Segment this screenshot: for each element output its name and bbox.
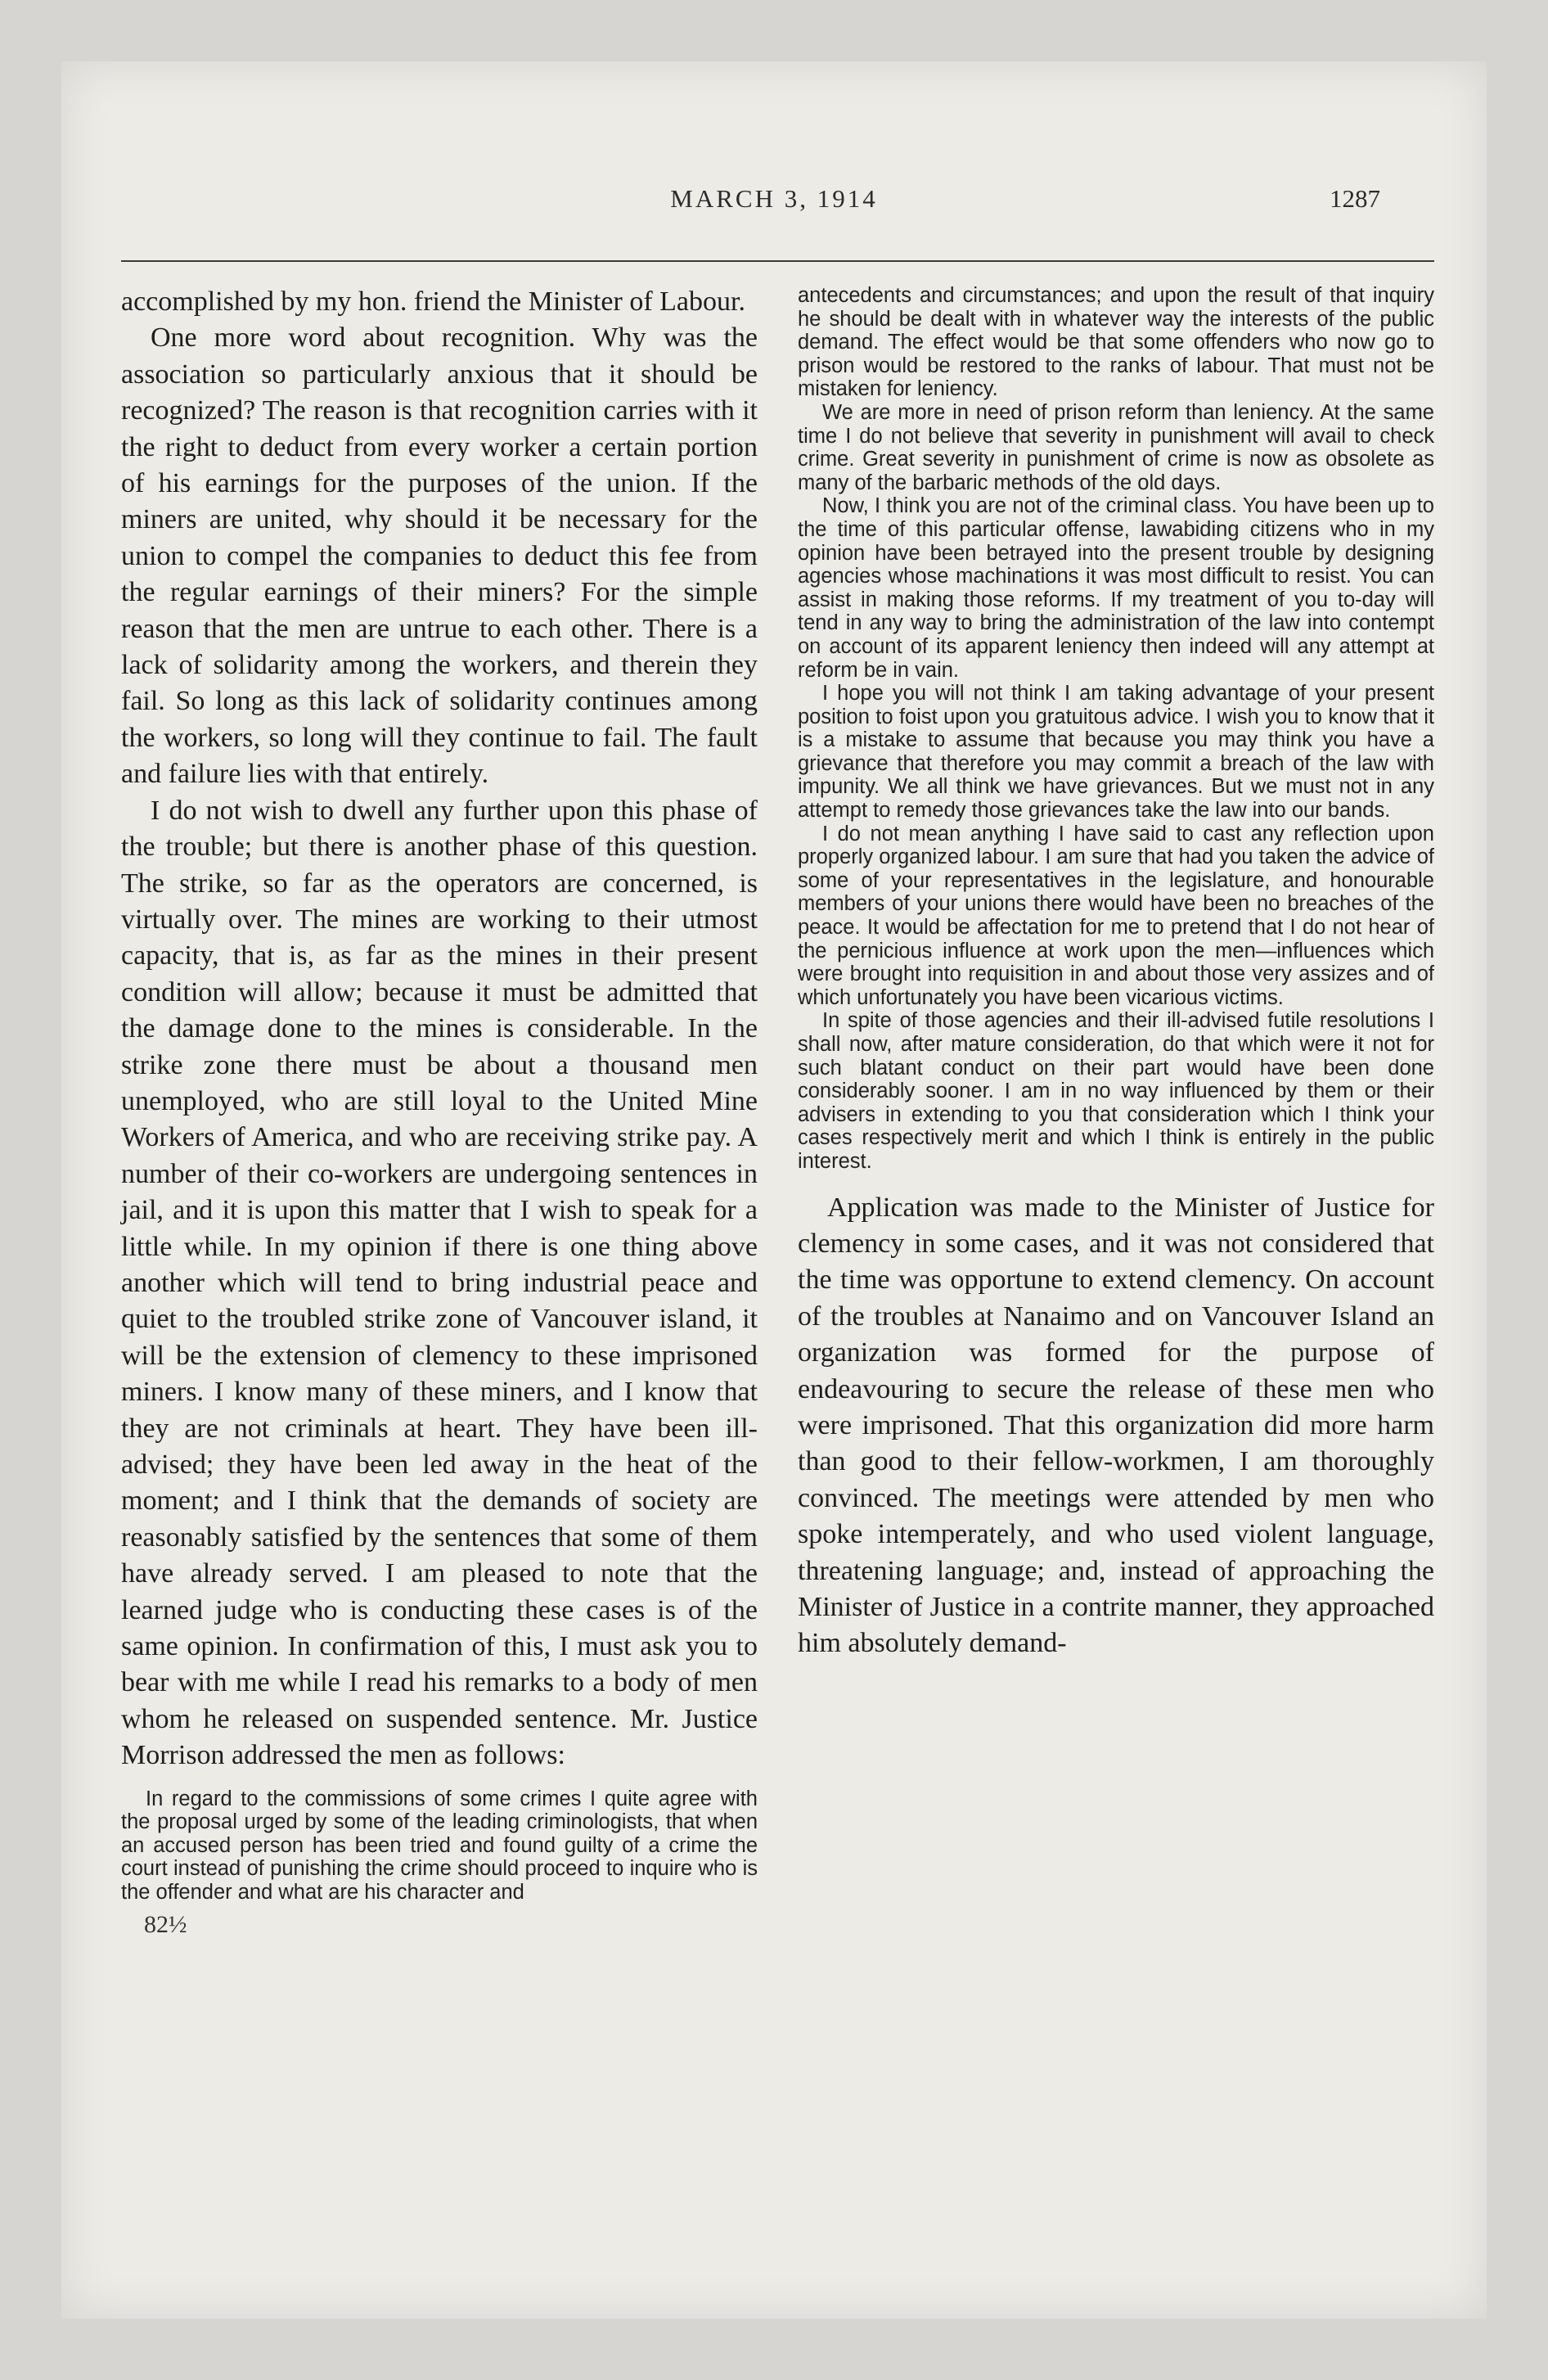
quote-paragraph: I do not mean anything I have said to cast any reflection upon properly organized labour. I am sure that had you taken the advice of some of your representatives in the legislature, and honourable members of your unions there would have been no breaches of the peace. It would be affectation for me to pretend that I do not hear of the pernicious influence at work upon the men—influences which were brought into requisition in and about those very assizes and of which unfortunately you have been vicarious victims. <box>798 822 1434 1009</box>
body-paragraph: One more word about recognition. Why was the association so particularly anxious that it should be recognized? The reason is that recognition carries with it the right to deduct from every worker a certain portion of his earnings for the purposes of the union. If the miners are united, why should it be necessary for the union to compel the companies to deduct this fee from the regular earnings of their miners? For the simple reason that the men are untrue to each other. There is a lack of solidarity among the workers, and therein they fail. So long as this lack of solidarity continues among the workers, so long will they continue to fail. The fault and failure lies with that entirely. <box>121 322 758 790</box>
right-column <box>798 284 1434 1662</box>
quote-paragraph: I hope you will not think I am taking advantage of your present position to foist upon you gratuitous advice. I wish you to know that it is a mistake to assume that because you may think you have a grievance that therefore you may commit a breach of the law with impunity. We all think we have grievances. But we must not in any attempt to remedy those grievances take the law into our bands. <box>798 682 1434 823</box>
body-paragraph: I do not wish to dwell any further upon this phase of the trouble; but there is another phase of this question. The strike, so far as the operators are concerned, is virtually over. The mines are working to their utmost capacity, that is, as far as the mines in their present condition will allow; because it must be admitted that the damage done to the mines is considerable. In the strike zone there must be about a thousand men unemployed, who are still loyal to the United Mine Workers of America, and who are receiving strike pay. A number of their co-workers are undergoing sentences in jail, and it is upon this matter that I wish to speak for a little while. In my opinion if there is one thing above another which will tend to bring industrial peace and quiet to the troubled strike zone of Vancouver island, it will be the extension of clemency to these imprisoned miners. I know many of these miners, and I know that they are not criminals at heart. They have been ill-advised; they have been led away in the heat of the moment; and I think that the demands of society are reasonably satisfied by the sentences that some of them have already served. I am pleased to note that the learned judge who is conducting these cases is of the same opinion. In confirmation of this, I must ask you to bear with me while I read his remarks to a body of men whom he released on suspended sentence. Mr. Justice Morrison addressed the men as follows: <box>121 795 758 1771</box>
signature-mark: 82½ <box>144 1910 187 1938</box>
quote-paragraph: Now, I think you are not of the criminal class. You have been up to the time of this particular offense, lawabiding citizens who in my opinion have been betrayed into the present trouble by designing agencies whose machinations it was most difficult to resist. You can assist in making those reforms. If my treatment of you to-day will tend in any way to bring the administration of the law into contempt on account of its apparent leniency then indeed will any attempt at reform be in vain. <box>798 494 1434 682</box>
quote-paragraph: We are more in need of prison reform than leniency. At the same time I do not believe that severity in punishment will avail to check crime. Great severity in punishment of crime is now as obsolete as many of the barbaric methods of the old days. <box>798 400 1434 494</box>
body-paragraph: Application was made to the Minister of Justice for clemency in some cases, and it was not considered that the time was opportune to extend clemency. On account of the troubles at Nanaimo and on Vancouver Island an organization was formed for the purpose of endeavouring to secure the release of these men who were imprisoned. That this organization did more harm than good to their fellow-workmen, I am thoroughly convinced. The meetings were attended by men who spoke intemperately, and who used violent language, threatening language; and, instead of approaching the Minister of Justice in a contrite manner, they approached him absolutely demand- <box>798 1192 1434 1659</box>
header-rule <box>121 260 1434 262</box>
page-header <box>61 184 1487 233</box>
header-date: MARCH 3, 1914 <box>670 184 878 213</box>
quote-paragraph: In regard to the commissions of some crimes I quite agree with the proposal urged by some of the leading criminologists, that when an accused person has been tried and found guilty of a crime the court instead of punishing the crime should proceed to inquire who is the offender and what are his character and <box>121 1787 758 1904</box>
quote-paragraph: In spite of those agencies and their ill-advised futile resolutions I shall now, after mature consideration, do that which were it not for such blatant conduct on their part would have been done considerably sooner. I am in no way influenced by them or their advisers in extending to you that consideration which I think your cases respectively merit and which I think is entirely in the public interest. <box>798 1009 1434 1173</box>
body-paragraph: accomplished by my hon. friend the Minister of Labour. <box>121 286 745 317</box>
page-number: 1287 <box>1330 184 1380 213</box>
quote-paragraph: antecedents and circumstances; and upon the result of that inquiry he should be dealt with in whatever way the interests of the public demand. The effect would be that some offenders who now go to prison would be restored to the ranks of labour. That must not be mistaken for leniency. <box>798 284 1434 401</box>
left-column <box>121 284 758 1939</box>
document-page <box>61 61 1487 2319</box>
